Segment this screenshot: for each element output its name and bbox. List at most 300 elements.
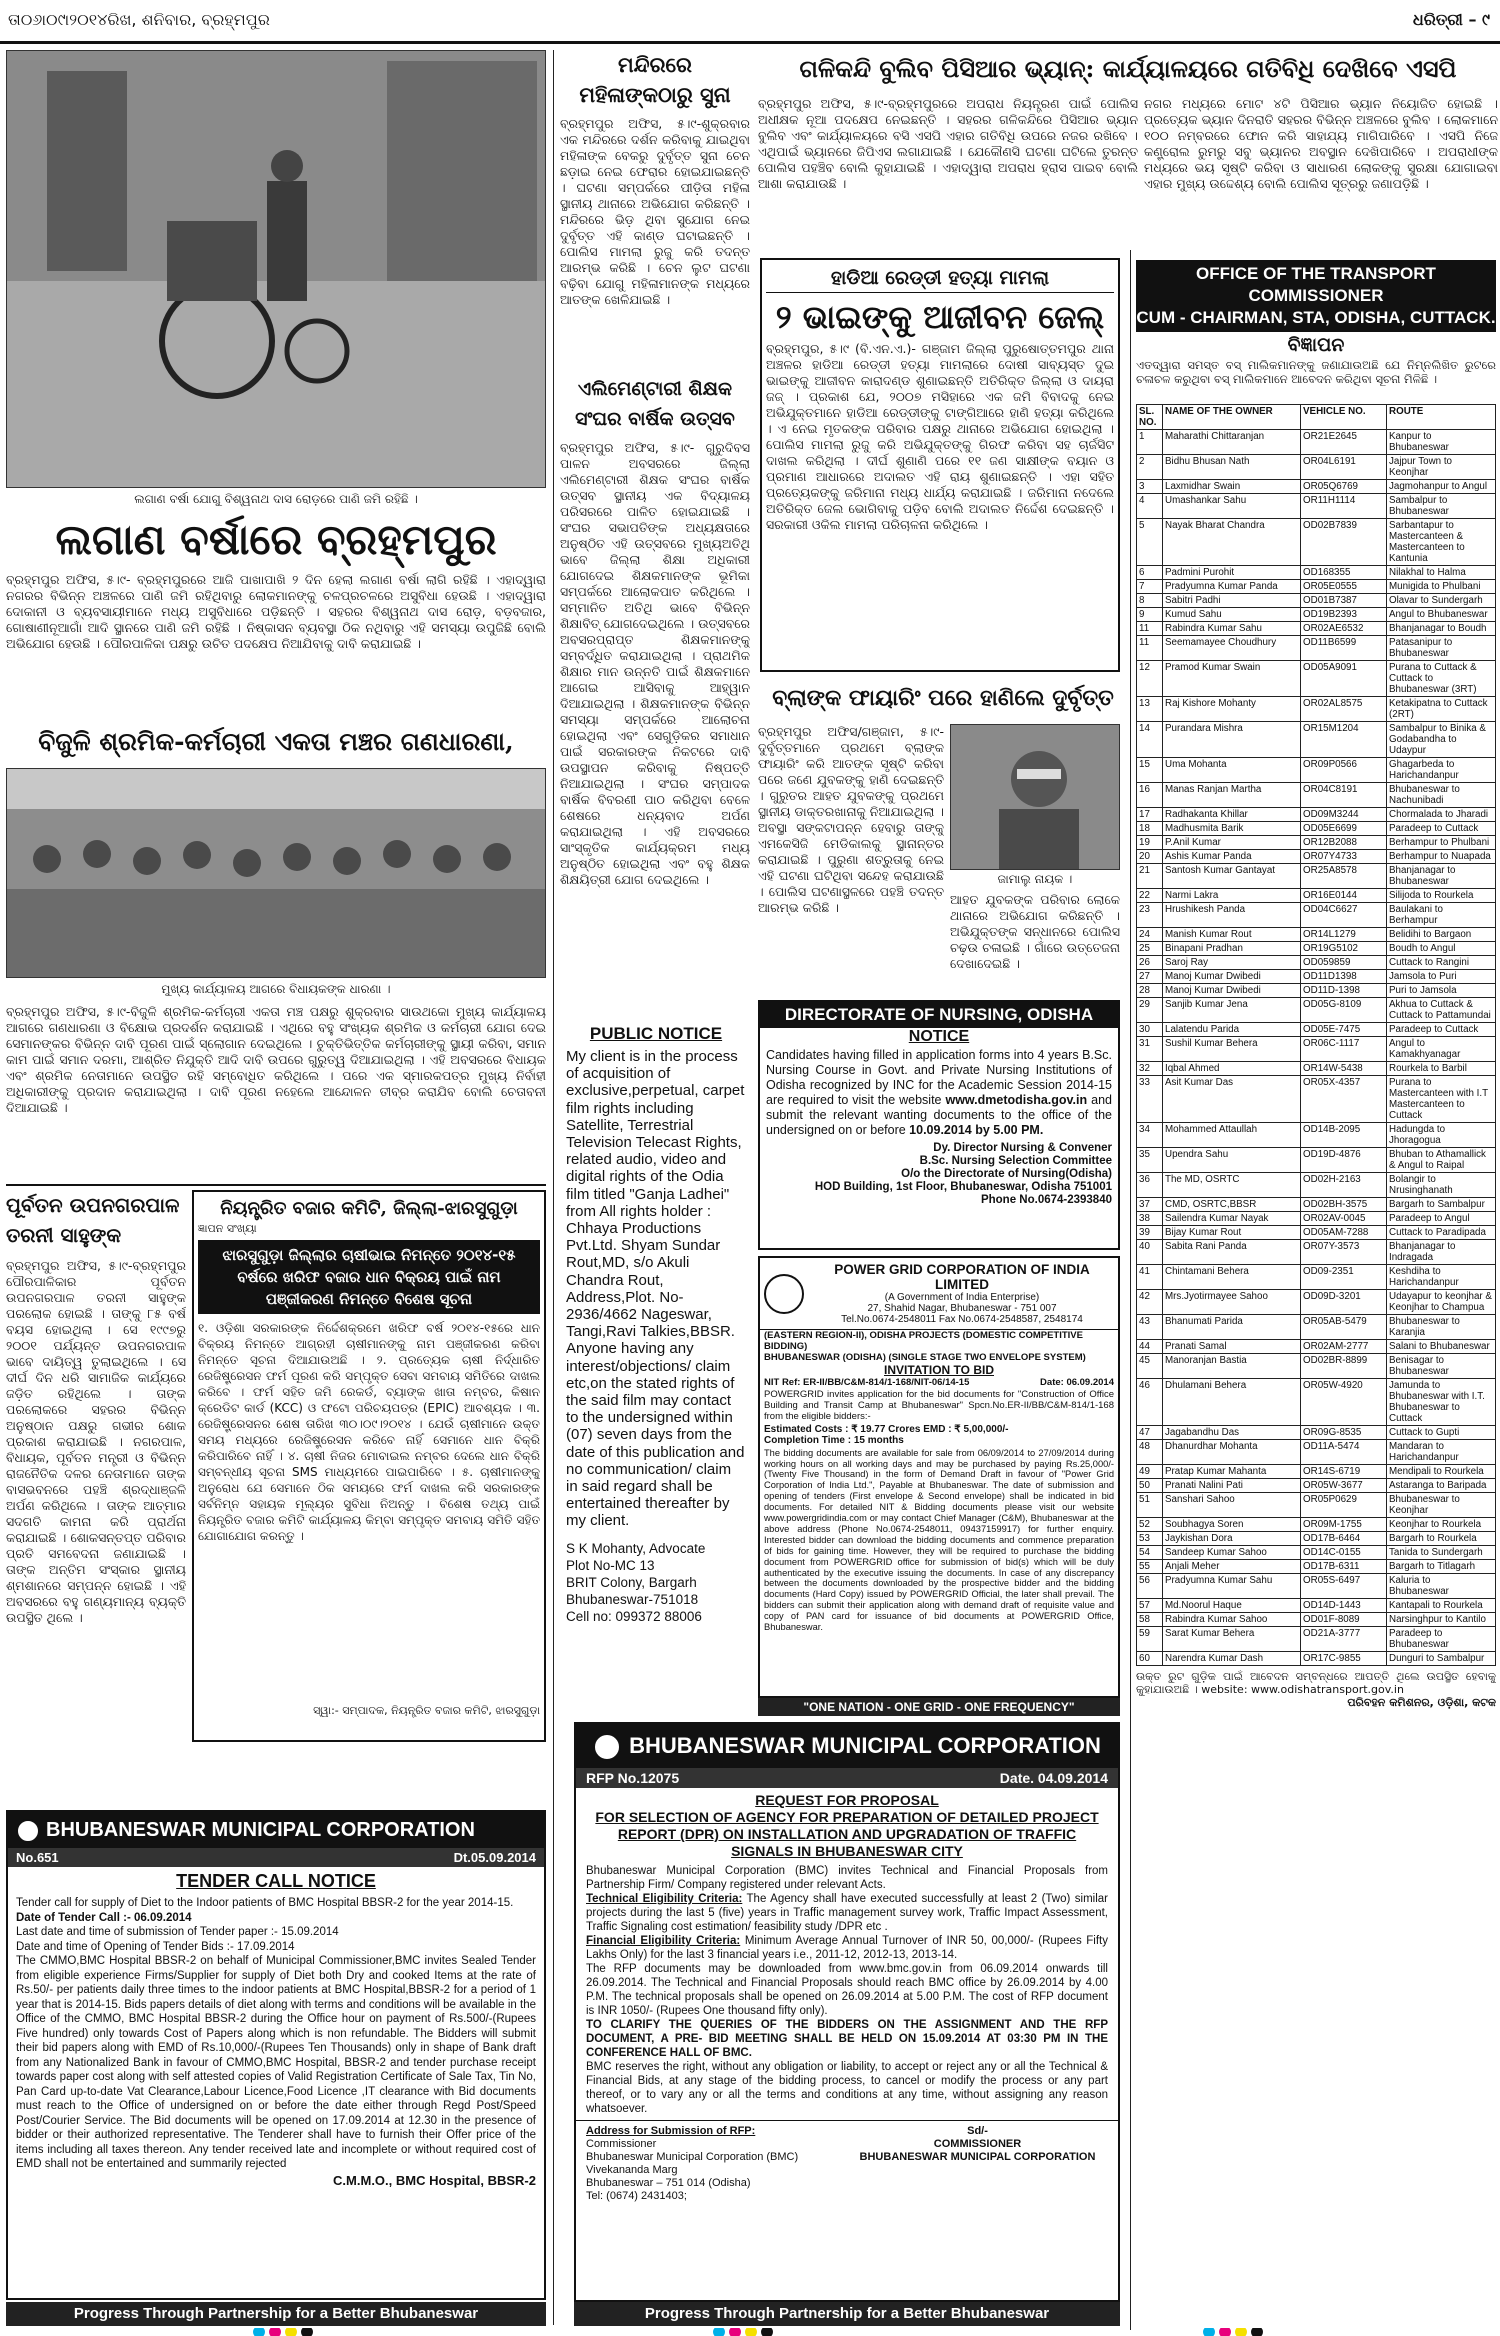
row-route: Silijoda to Rourkela: [1387, 889, 1496, 903]
row-vehicle: OD11D1398: [1301, 970, 1387, 984]
row-sl: 7: [1137, 580, 1163, 594]
bmc-rfp-address: Address for Submission of RFP: Commissioner Bhubaneswar Municipal Corporation (BMC) Vivekananda Marg Bhubaneswar – 751 014 (Odisha) Tel: (0674) 2431403;: [586, 2125, 799, 2202]
table-row: [1137, 1148, 1496, 1173]
row-sl: 33: [1137, 1076, 1163, 1123]
row-route: Kantapali to Rourkela: [1387, 1599, 1496, 1613]
row-vehicle: OR11H1114: [1301, 494, 1387, 519]
row-owner: The MD, OSRTC: [1163, 1173, 1301, 1198]
row-vehicle: OR02AE6532: [1301, 622, 1387, 636]
table-row: [1137, 1037, 1496, 1062]
powergrid-body: POWERGRID invites application for the bid documents for "Construction of Office Building and Transit Camp at Bhubaneswar" Spcn.No.ER-II/BB/C&M-814/1-168 from the eligible bidders:-: [764, 1389, 1114, 1423]
row-sl: 1: [1137, 430, 1163, 455]
row-owner: Anjali Meher: [1163, 1560, 1301, 1574]
row-route: Olavar to Sundergarh: [1387, 594, 1496, 608]
bmc-tender-notice: [6, 1810, 546, 2300]
row-route: Keshdiha to Harichandanpur: [1387, 1265, 1496, 1290]
table-row: [1137, 622, 1496, 636]
row-sl: 51: [1137, 1493, 1163, 1518]
powergrid-completion: Completion Time : 15 months: [764, 1434, 904, 1446]
black-mark: [301, 2328, 313, 2336]
row-route: Cuttack to Rangini: [1387, 956, 1496, 970]
row-owner: Rabindra Kumar Sahu: [1163, 622, 1301, 636]
row-vehicle: OR04L6191: [1301, 455, 1387, 480]
row-vehicle: OR19G5102: [1301, 942, 1387, 956]
murder-case-kicker: ହାଡିଆ ରେଡ୍ଡୀ ହତ୍ୟା ମାମଲା: [766, 264, 1114, 293]
table-row: [1137, 494, 1496, 519]
row-sl: 47: [1137, 1426, 1163, 1440]
yellow-mark: [1235, 2328, 1247, 2336]
bmc-rfp-org: BHUBANESWAR MUNICIPAL CORPORATION: [576, 1724, 1118, 1768]
row-route: Dunguri to Sambalpur: [1387, 1652, 1496, 1666]
row-route: Bhubaneswar to Keonjhar: [1387, 1493, 1496, 1518]
row-owner: Rabindra Kumar Sahoo: [1163, 1613, 1301, 1627]
powergrid-subtitle: (A Government of India Enterprise): [884, 1292, 1040, 1303]
teachers-body: ବ୍ରହ୍ମପୁର ଅଫିସ, ୫।୯- ଗୁରୁଦିବସ ପାଳନ ଅବସରରେ ଜିଲ୍ଲା ଏଲିମେଣ୍ଟାରୀ ଶିକ୍ଷକ ସଂଘର ବାର୍ଷିକ ଉତ୍ସବ ସ୍ଥାନୀୟ ଏକ ବିଦ୍ୟାଳୟ ପରିସରରେ ପାଳିତ ହୋଇଯାଇଛି । ସଂଘର ସଭାପତିଙ୍କ ଅଧ୍ୟକ୍ଷତାରେ ଅନୁଷ୍ଠିତ ଏହି ଉତ୍ସବରେ ମୁଖ୍ୟଅତିଥି ଭାବେ ଜିଲ୍ଲା ଶିକ୍ଷା ଅଧିକାରୀ ଯୋଗଦେଇ ଶିକ୍ଷକମାନଙ୍କ ଭୂମିକା ସମ୍ପର୍କରେ ଆଲୋକପାତ କରିଥିଲେ । ସମ୍ମାନିତ ଅତିଥି ଭାବେ ବିଭିନ୍ନ ଶିକ୍ଷାବିତ୍ ଯୋଗଦେଇଥିଲେ । ଉତ୍ସବରେ ଅବସରପ୍ରାପ୍ତ ଶିକ୍ଷକମାନଙ୍କୁ ସମ୍ବର୍ଦ୍ଧିତ କରାଯାଇଥିଲା । ପ୍ରାଥମିକ ଶିକ୍ଷାର ମାନ ଉନ୍ନତି ପାଇଁ ଶିକ୍ଷକମାନେ ଆଗେଇ ଆସିବାକୁ ଆହ୍ୱାନ ଦିଆଯାଇଥିଲା । ଶିକ୍ଷକମାନଙ୍କ ବିଭିନ୍ନ ସମସ୍ୟା ସମ୍ପର୍କରେ ଆଲୋଚନା ହୋଇଥିଲା ଏବଂ ସେଗୁଡ଼ିକର ସମାଧାନ ପାଇଁ ସରକାରଙ୍କ ନିକଟରେ ଦାବି ଉପସ୍ଥାପନ କରିବାକୁ ନିଷ୍ପତ୍ତି ନିଆଯାଇଥିଲା । ସଂଘର ସମ୍ପାଦକ ବାର୍ଷିକ ବିବରଣୀ ପାଠ କରିଥିବା ବେଳେ ଶେଷରେ ଧନ୍ୟବାଦ ଅର୍ପଣ କରାଯାଇଥିଲା । ଏହି ଅବସରରେ ସାଂସ୍କୃତିକ କାର୍ଯ୍ୟକ୍ରମ ମଧ୍ୟ ଅନୁଷ୍ଠିତ ହୋଇଥିଲା ଏବଂ ବହୁ ଶିକ୍ଷକ ଶିକ୍ଷୟିତ୍ରୀ ଯୋଗ ଦେଇଥିଲେ ।: [560, 440, 750, 887]
row-vehicle: OR02AV-0045: [1301, 1212, 1387, 1226]
row-vehicle: OR02AL8575: [1301, 697, 1387, 722]
cyan-mark: [713, 2328, 725, 2336]
row-vehicle: OD17B-6311: [1301, 1560, 1387, 1574]
rain-body: ବ୍ରହ୍ମପୁର ଅଫିସ, ୫।୯- ବ୍ରହ୍ମପୁରରେ ଆଜି ପାଖାପାଖି ୨ ଦିନ ହେଲା ଲଗାଣ ବର୍ଷା ଲାଗି ରହିଛି । ଏହାଦ୍ୱାରା ନଗରର ବିଭିନ୍ନ ଅଞ୍ଚଳରେ ପାଣି ଜମି ରହିଥିବାରୁ ଲୋକମାନଙ୍କୁ ଚଳପ୍ରଚଳରେ ଅସୁବିଧା ହେଉଛି । ଏହାଦ୍ୱାରା ଦୋକାନୀ ଓ ବ୍ୟବସାୟୀମାନେ ମଧ୍ୟ ଅସୁବିଧାରେ ପଡ଼ିଛନ୍ତି । ସହରର ବିଶ୍ୱନାଥ ଦାସ ରୋଡ଼, ବଡ଼ବଜାର, ଗୋଷାଣୀନୂଆଗାଁ ଆଦି ସ୍ଥାନରେ ପାଣି ଜମି ରହିଛି । ନିଷ୍କାସନ ବ୍ୟବସ୍ଥା ଠିକ ନଥିବାରୁ ଏହି ସମସ୍ୟା ଉପୁଜିଛି ବୋଲି ଅଭିଯୋଗ ହେଉଛି । ପୌରପାଳିକା ପକ୍ଷରୁ ଉଚିତ ପଦକ୍ଷେପ ନିଆଯିବାକୁ ଦାବି କରାଯାଇଛି ।: [6, 572, 546, 651]
bmc-tender-body: Tender call for supply of Diet to the Indoor patients of BMC Hospital BBSR-2 for the year 2014-15. Date of Tender Call :- 06.09.2014 Last date and time of submission of Tender paper :- 15.09.2014 Date and time of Opening of Tender Bids :- 17.09.2014 The CMMO,BMC Hospital BBSR-2 on behalf of Municipal Commissioner,BMC invites Sealed Tender from eligible experience Firms/Supplier for supply of Diet both Dry and cooked Items at the rate of Rs.50/- per patients daily three times to the indoor patients at BMC Hospital,BBSR-2 for a period of 1 year that is 2014-15. Bids papers details of diet along with terms and conditions will be available in the Office of the CMMO, BMC Hospital BBSR-2 during the Office hour on payment of Rs.500/-(Rupees Five hundred) only towards Cost of Papers along which is non refundable. The Bidders will submit their bid papers along with EMD of Rs.10,000/-(Rupees Ten Thousands) only in shape of Bank draft from any Nationalized Bank in favour of CMMO,BMC Hospital, BBSR-2 and tender purchase receipt towards paper cost along with self attested copies of Valid Registration Certificate of Sale Tax, Tin No, Pan Card up-to-date Vat Clearance,Labour Licence,Food Licence ,IT clearance with Bid documents must reach to the Office of undersigned on or before the date either through Regd Post/Speed Post/Courier Service. The Bid documents will be opened on 17.09.2014 at 12.30 in the presence of bidder or their authorized representative. The Tenderer shall have to furnish their Offer price of the items including all taxes thereon. Any tender received late and incomplete or without required cost of EMD shall not be entertained and summarily rejected C.M.M.O., BMC Hospital, BBSR-2: [16, 1897, 536, 2188]
row-vehicle: OR02AM-2777: [1301, 1340, 1387, 1354]
row-route: Rourkela to Barbil: [1387, 1062, 1496, 1076]
row-route: Bhubaneswar to Karanjia: [1387, 1315, 1496, 1340]
table-row: [1137, 928, 1496, 942]
table-row: [1137, 1354, 1496, 1379]
table-row: [1137, 430, 1496, 455]
row-sl: 15: [1137, 758, 1163, 783]
table-row: [1137, 1546, 1496, 1560]
powergrid-details: The bidding documents are available for sale from 06/09/2014 to 27/09/2014 during working hours on all working days and may be purchased by paying Rs.25,000/- (Twenty Five Thousand) in the form of Demand Draft in favour of "Power Grid Corporation of India Ltd.", Payable at Bhubaneswar. The date of submission and opening of tenders (First envelope & Second envelope) shall be indicated in bid documents. For detailed NIT & Bidding documents please visit our website www.powergridindia.com or may contact Chief Manager (C&M), Bhubaneswar at the above address (Phone No.0674-2548011, 09437159917) for further enquiry. Interested bidder can download the bidding documents and commence preparation of bids for gaining time. However, they will be required to purchase the bidding document from POWERGRID office for submission of bid(s) which will be duly authenticated by the executive issuing the documents. In case of any discrepancy between the documents downloaded by the prospective bidder and the bidding documents (Hard Copy) issued by POWERGRID Official, the later shall prevail. The bidders can submit their application along with demand draft of requisite value and copy of PAN card for issuance of bid documents at POWERGRID Office, Bhubaneswar.: [764, 1447, 1114, 1633]
market-committee-title: ନିୟନ୍ତ୍ରିତ ବଜାର କମିଟି, ଜିଲ୍ଲା-ଝାରସୁଗୁଡ଼ା: [220, 1198, 518, 1219]
page-number: ଧରିତ୍ରୀ – ୯: [1412, 10, 1490, 29]
row-owner: Bhanumati Parida: [1163, 1315, 1301, 1340]
bmc-tender-sign: C.M.M.O., BMC Hospital, BBSR-2: [333, 2172, 536, 2188]
table-row: [1137, 1023, 1496, 1037]
row-owner: Umashankar Sahu: [1163, 494, 1301, 519]
table-row: [1137, 594, 1496, 608]
row-vehicle: OR05P0629: [1301, 1493, 1387, 1518]
row-route: Bargarh to Rourkela: [1387, 1532, 1496, 1546]
row-vehicle: OD05E-7475: [1301, 1023, 1387, 1037]
row-route: Bolangir to Nrusinghanath: [1387, 1173, 1496, 1198]
table-row: [1137, 998, 1496, 1023]
row-owner: Ashis Kumar Panda: [1163, 850, 1301, 864]
row-vehicle: OR05Q6769: [1301, 480, 1387, 494]
row-route: Astaranga to Baripada: [1387, 1479, 1496, 1493]
row-vehicle: OD01F-8089: [1301, 1613, 1387, 1627]
row-sl: 37: [1137, 1198, 1163, 1212]
rain-headline: ଲଗାଣ ବର୍ଷାରେ ବ୍ରହ୍ମପୁର: [55, 515, 497, 564]
magenta-mark: [1219, 2328, 1231, 2336]
bmc-tender-date: Dt.05.09.2014: [453, 1850, 536, 1865]
row-route: Jajpur Town to Keonjhar: [1387, 455, 1496, 480]
table-row: [1137, 1560, 1496, 1574]
table-row: [1137, 580, 1496, 594]
table-row: [1137, 1440, 1496, 1465]
row-owner: Santosh Kumar Gantayat: [1163, 864, 1301, 889]
table-row: [1137, 889, 1496, 903]
row-sl: 31: [1137, 1037, 1163, 1062]
row-vehicle: OD09-2351: [1301, 1265, 1387, 1290]
transport-table-header: [1137, 405, 1496, 430]
row-owner: Lalatendu Parida: [1163, 1023, 1301, 1037]
table-row: [1137, 1613, 1496, 1627]
row-owner: Madhusmita Barik: [1163, 822, 1301, 836]
transport-footer: ଉକ୍ତ ରୁଟ ଗୁଡ଼ିକ ପାଇଁ ଆବେଦନ ସମ୍ବନ୍ଧରେ ଆପତ୍ତି ଥିଲେ ଉପସ୍ଥିତ ହେବାକୁ କୁହାଯାଉଅଛି । website: www.odishatransport.gov.in: [1136, 1670, 1496, 1696]
row-route: Salani to Bhubaneswar: [1387, 1340, 1496, 1354]
row-sl: 29: [1137, 998, 1163, 1023]
row-route: Angul to Bhubaneswar: [1387, 608, 1496, 622]
row-owner: Soubhagya Soren: [1163, 1518, 1301, 1532]
row-vehicle: OR05E0555: [1301, 580, 1387, 594]
row-sl: 60: [1137, 1652, 1163, 1666]
table-row: [1137, 783, 1496, 808]
bmc-rfp-logo-icon: [593, 1733, 621, 1761]
row-owner: Binapani Pradhan: [1163, 942, 1301, 956]
market-committee-signature: ସ୍ୱା:- ସମ୍ପାଦକ, ନିୟନ୍ତ୍ରିତ ବଜାର କମିଟି, ଝାରସୁଗୁଡ଼ା: [313, 1704, 540, 1717]
row-vehicle: OR07Y4733: [1301, 850, 1387, 864]
transport-intro: ଏତଦ୍ୱାରା ସମସ୍ତ ବସ୍ ମାଲିକମାନଙ୍କୁ ଜଣାଯାଉଅଛି ଯେ ନିମ୍ନଲିଖିତ ରୁଟରେ ଚଳାଚଳ କରୁଥିବା ବସ୍ ମାଲିକମାନେ ଆବେଦନ କରିଥିବା ସୂଚନା ମିଳିଛି ।: [1136, 358, 1496, 386]
row-route: Jagmohanpur to Angul: [1387, 480, 1496, 494]
row-owner: Sailendra Kumar Nayak: [1163, 1212, 1301, 1226]
row-sl: 52: [1137, 1518, 1163, 1532]
row-vehicle: OD14B-2095: [1301, 1123, 1387, 1148]
teachers-headline: ଏଲିମେଣ୍ଟାରୀ ଶିକ୍ଷକ ସଂଘର ବାର୍ଷିକ ଉତ୍ସବ: [575, 378, 735, 430]
row-owner: P.Anil Kumar: [1163, 836, 1301, 850]
row-owner: Laxmidhar Swain: [1163, 480, 1301, 494]
row-vehicle: OD05AM-7288: [1301, 1226, 1387, 1240]
table-row: [1137, 1173, 1496, 1198]
row-owner: Pranati Nalini Pati: [1163, 1479, 1301, 1493]
row-vehicle: OR14S-6719: [1301, 1465, 1387, 1479]
public-notice-title: PUBLIC NOTICE: [589, 1024, 723, 1043]
chain-snatch-headline: ମନ୍ଦିରରେ ମହିଳାଙ୍କଠାରୁ ସୁନା: [579, 52, 731, 107]
row-sl: 3: [1137, 480, 1163, 494]
row-route: Sambalpur to Binika & Godabandha to Udaypur: [1387, 722, 1496, 758]
col-vehicle: VEHICLE NO.: [1301, 405, 1387, 430]
powergrid-notice: [758, 1256, 1120, 1698]
row-sl: 45: [1137, 1354, 1163, 1379]
row-owner: Padmini Purohit: [1163, 566, 1301, 580]
row-vehicle: OD02BH-3575: [1301, 1198, 1387, 1212]
powergrid-cost: Estimated Costs : ₹ 19.77 Crores EMD : ₹ 5,00,000/-: [764, 1423, 1009, 1435]
row-vehicle: OR15M1204: [1301, 722, 1387, 758]
row-sl: 11: [1137, 636, 1163, 661]
table-row: [1137, 1599, 1496, 1613]
transport-subtitle: ବିଜ୍ଞାପନ: [1287, 334, 1345, 356]
row-owner: Mrs.Jyotirmayee Sahoo: [1163, 1290, 1301, 1315]
black-mark: [761, 2328, 773, 2336]
row-route: Paradeep to Bhubaneswar: [1387, 1627, 1496, 1652]
nursing-website-link[interactable]: www.dmetodisha.gov.in: [945, 1093, 1088, 1107]
row-owner: Saroj Ray: [1163, 956, 1301, 970]
bmc-rfp-footer: [576, 2120, 1118, 2207]
row-vehicle: OD168355: [1301, 566, 1387, 580]
column-rule: [1130, 250, 1131, 2330]
powergrid-address: 27, Shahid Nagar, Bhubaneswar - 751 007: [867, 1303, 1057, 1314]
row-vehicle: OR05AB-5479: [1301, 1315, 1387, 1340]
row-sl: 4: [1137, 494, 1163, 519]
table-row: [1137, 808, 1496, 822]
table-row: [1137, 1062, 1496, 1076]
registration-marks: [0, 2328, 1500, 2336]
row-sl: 40: [1137, 1240, 1163, 1265]
principal-body: ବ୍ରହ୍ମପୁର ଅଫିସ, ୫।୯-ବ୍ରହ୍ମପୁର ପୌରପାଳିକାର ପୂର୍ବତନ ଉପନଗରପାଳ ତରନୀ ସାହୁଙ୍କ ପରଲୋକ ହୋଇଛି । ତାଙ୍କୁ ୮୫ ବର୍ଷ ବୟସ ହୋଇଥିଲା । ସେ ୧୯୯୭ରୁ ୨୦୦୧ ପର୍ଯ୍ୟନ୍ତ ଉପନଗରପାଳ ଭାବେ ଦାୟିତ୍ୱ ତୁଲାଇଥିଲେ । ସେ ଦୀର୍ଘ ଦିନ ଧରି ସାମାଜିକ କାର୍ଯ୍ୟରେ ଜଡ଼ିତ ରହିଥିଲେ । ତାଙ୍କ ପରଲୋକରେ ସହରର ବିଭିନ୍ନ ଅନୁଷ୍ଠାନ ପକ୍ଷରୁ ଗଭୀର ଶୋକ ପ୍ରକାଶ କରାଯାଇଛି । ନଗରପାଳ, ବିଧାୟକ, ପୂର୍ବତନ ମନ୍ତ୍ରୀ ଓ ବିଭିନ୍ନ ରାଜନୈତିକ ଦଳର ନେତାମାନେ ତାଙ୍କ ବାସଭବନରେ ପହଞ୍ଚି ଶ୍ରଦ୍ଧାଞ୍ଜଳି ଅର୍ପଣ କରିଥିଲେ । ତାଙ୍କ ଆତ୍ମାର ସଦଗତି କାମନା କରି ପ୍ରାର୍ଥନା କରାଯାଇଛି । ଶୋକସନ୍ତପ୍ତ ପରିବାର ପ୍ରତି ସମବେଦନା ଜଣାଯାଇଛି । ତାଙ୍କ ଅନ୍ତିମ ସଂସ୍କାର ସ୍ଥାନୀୟ ଶ୍ମଶାନରେ ସମ୍ପନ୍ନ ହୋଇଛି । ଏହି ଅବସରରେ ବହୁ ଗଣ୍ୟମାନ୍ୟ ବ୍ୟକ୍ତି ଉପସ୍ଥିତ ଥିଲେ ।: [6, 1258, 186, 1625]
table-row: [1137, 1290, 1496, 1315]
pcr-van-body: ବ୍ରହ୍ମପୁର ଅଫିସ, ୫।୯-ବ୍ରହ୍ମପୁରରେ ଅପରାଧ ନିୟନ୍ତ୍ରଣ ପାଇଁ ପୋଲିସ ଅଧୀକ୍ଷକ ନୂଆ ପଦକ୍ଷେପ ନେଇଛନ୍ତି । ସହରର ଗଳିକନ୍ଦିରେ ପିସିଆର ଭ୍ୟାନ ବୁଲିବ ଏବଂ କାର୍ଯ୍ୟାଳୟରେ ବସି ଏସପି ଏହାର ଗତିବିଧି ଉପରେ ନଜର ରଖିବେ । ଏଥିପାଇଁ ଭ୍ୟାନରେ ଜିପିଏସ ଲଗାଯାଇଛି । ଯେକୌଣସି ଘଟଣା ଘଟିଲେ ତୁରନ୍ତ ପୋଲିସ ପହଞ୍ଚିବ ବୋଲି କୁହାଯାଇଛି । ଏହାଦ୍ୱାରା ଅପରାଧ ହ୍ରାସ ପାଇବ ବୋଲି ଆଶା କରାଯାଉଛି ।: [758, 96, 1138, 191]
row-route: Nilakhal to Halma: [1387, 566, 1496, 580]
bmc-rfp-title: REQUEST FOR PROPOSAL FOR SELECTION OF AGENCY FOR PREPARATION OF DETAILED PROJECT REPORT (DPR) ON INSTALLATION AND UPGRADATION OF TRAFFIC SIGNALS IN BHUBANESWAR CITY: [595, 1792, 1099, 1859]
row-route: Keonjhar to Rourkela: [1387, 1518, 1496, 1532]
column-rule: [553, 50, 554, 2325]
row-owner: Sandeep Kumar Sahoo: [1163, 1546, 1301, 1560]
table-row: [1137, 1226, 1496, 1240]
row-vehicle: OD05G-8109: [1301, 998, 1387, 1023]
table-row: [1137, 984, 1496, 998]
rain-photo: [6, 50, 546, 488]
murder-case-headline: ୨ ଭାଇଙ୍କୁ ଆଜୀବନ ଜେଲ୍: [775, 298, 1105, 336]
transport-notice: [1136, 260, 1496, 2320]
row-vehicle: OR09M-1755: [1301, 1518, 1387, 1532]
row-route: Paradeep to Angul: [1387, 1212, 1496, 1226]
row-route: Bargarh to Titlagarh: [1387, 1560, 1496, 1574]
row-sl: 13: [1137, 697, 1163, 722]
row-vehicle: OD02BR-8899: [1301, 1354, 1387, 1379]
table-row: [1137, 566, 1496, 580]
row-vehicle: OR09P0566: [1301, 758, 1387, 783]
row-owner: Sushil Kumar Behera: [1163, 1037, 1301, 1062]
row-route: Boudh to Angul: [1387, 942, 1496, 956]
row-owner: Manoj Kumar Dwibedi: [1163, 970, 1301, 984]
nursing-notice: [758, 1000, 1120, 1250]
row-vehicle: OD09D-3201: [1301, 1290, 1387, 1315]
row-sl: 14: [1137, 722, 1163, 758]
row-route: Bhanjanagar to Boudh: [1387, 622, 1496, 636]
col-owner: NAME OF THE OWNER: [1163, 405, 1301, 430]
rickshaw-photo-illustration: [7, 51, 546, 488]
bmc-rfp-date: Date. 04.09.2014: [999, 1770, 1108, 1786]
pcr-van-body-cont: ନଗର ମଧ୍ୟରେ ମୋଟ ୪ଟି ପିସିଆର ଭ୍ୟାନ ନିୟୋଜିତ ହୋଇଛି । ପ୍ରତ୍ୟେକ ଭ୍ୟାନ ଦିନରାତି ସହରର ବିଭିନ୍ନ ଅଞ୍ଚଳରେ ବୁଲିବ । ଲୋକମାନେ ୧୦୦ ନମ୍ବରରେ ଫୋନ କରି ସାହାଯ୍ୟ ମାଗିପାରିବେ । ଏସପି ନିଜେ କଣ୍ଟ୍ରୋଲ ରୁମରୁ ସବୁ ଭ୍ୟାନର ଅବସ୍ଥାନ ଦେଖିପାରିବେ । ଅପରାଧୀଙ୍କ ମଧ୍ୟରେ ଭୟ ସୃଷ୍ଟି କରିବା ଓ ସାଧାରଣ ଲୋକଙ୍କୁ ସୁରକ୍ଷା ଯୋଗାଇବା ଏହାର ମୁଖ୍ୟ ଉଦ୍ଦେଶ୍ୟ ବୋଲି ପୋଲିସ ସୂତ୍ରରୁ ଜଣାପଡ଼ିଛି ।: [1144, 96, 1498, 191]
table-row: [1137, 722, 1496, 758]
row-owner: Bidhu Bhusan Nath: [1163, 455, 1301, 480]
page-header: [0, 0, 1500, 44]
table-row: [1137, 1265, 1496, 1290]
table-row: [1137, 1198, 1496, 1212]
row-sl: 55: [1137, 1560, 1163, 1574]
row-route: Bhanjanagar to Indragada: [1387, 1240, 1496, 1265]
table-row: [1137, 758, 1496, 783]
row-route: Puri to Jamsola: [1387, 984, 1496, 998]
row-route: Udayapur to keonjhar & Keonjhar to Champua: [1387, 1290, 1496, 1315]
bmc-tender-org: BHUBANESWAR MUNICIPAL CORPORATION: [8, 1812, 544, 1848]
row-vehicle: OR05W-4920: [1301, 1379, 1387, 1426]
row-route: Cuttack to Gupti: [1387, 1426, 1496, 1440]
row-sl: 18: [1137, 822, 1163, 836]
transport-table: [1136, 404, 1496, 1666]
row-owner: Radhakanta Khillar: [1163, 808, 1301, 822]
bmc-rfp-body: Bhubaneswar Municipal Corporation (BMC) invites Technical and Financial Proposals from Partnership Firm/ Company registered under relevant Acts. Technical Eligibility Criteria: The Agency shall have executed successfully at least 2 (Two) similar projects during the last 5 (five) years in Traffic management survey work, Traffic Impact Assessment, Traffic Signaling cost estimation/ feasibility study /DPR etc . Financial Eligibility Criteria: Minimum Average Annual Turnover of INR 50, 00,000/- (Rupees Fifty Lakhs Only) for the last 3 financial years i.e., 2011-12, 2012-13, 2013-14. The RFP documents may be downloaded from www.bmc.gov.in from 06.09.2014 onwards till 26.09.2014. The Technical and Financial Proposals should reach BMC office by 26.09.2014 by 4.00 P.M. The technical proposals shall be opened on 26.09.2014 at 5.00 P.M. The cost of RFP document is INR 1050/- (Rupees One thousand fifty only). TO CLARIFY THE QUERIES OF THE BIDDERS ON THE ASSIGNMENT AND THE RFP DOCUMENT, A PRE- BID MEETING SHALL BE HELD ON 15.09.2014 AT 03:30 PM IN THE CONFERENCE HALL OF BMC. BMC reserves the right, without any obligation or liability, to accept or reject any or all the Technical & Financial Bids, at any stage of the bidding process, to cancel or modify the process or any part thereof, or to vary any or all the terms and conditions at any time, without assigning any reason whatsoever.: [586, 1865, 1109, 2115]
powergrid-title: POWER GRID CORPORATION OF INDIA LIMITED: [834, 1262, 1090, 1292]
row-vehicle: OR25A8578: [1301, 864, 1387, 889]
public-notice-body: My client is in the process of acquisition of exclusive,perpetual, carpet film rights including Satellite, Terrestrial Television Telecast Rights, related audio, video and digital rights of the Odia film titled "Ganja Ladhei" from All rights holder : Chhaya Productions Pvt.Ltd. Shyam Sundar Rout,MD, s/o Akuli Chandra Rout, Address,Plot. No-2936/4662 Nageswar, Tangi,Ravi Talkies,BBSR. Anyone having any interest/objections/ claim etc,on the stated rights of the said film may contact to the undersigned within (07) seven days from the date of this publication and no communication/ claim in said regard shall be entertained thereafter by my client.: [566, 1048, 745, 1530]
chain-snatch-body: ବ୍ରହ୍ମପୁର ଅଫିସ, ୫।୯-ଶୁକ୍ରବାର ଏକ ମନ୍ଦିରରେ ଦର୍ଶନ କରିବାକୁ ଯାଇଥିବା ମହିଳାଙ୍କ ବେକରୁ ଦୁର୍ବୃତ୍ତ ସୁନା ଚେନ ଛଡ଼ାଇ ନେଇ ଫେରାର ହୋଇଯାଇଛନ୍ତି । ଘଟଣା ସମ୍ପର୍କରେ ପୀଡ଼ିତା ମହିଳା ସ୍ଥାନୀୟ ଥାନାରେ ଅଭିଯୋଗ କରିଛନ୍ତି । ମନ୍ଦିରରେ ଭିଡ଼ ଥିବା ସୁଯୋଗ ନେଇ ଦୁର୍ବୃତ୍ତ ଏହି କାଣ୍ଡ ଘଟାଇଛନ୍ତି । ପୋଲିସ ମାମଲା ରୁଜୁ କରି ତଦନ୍ତ ଆରମ୍ଭ କରିଛି । ଚେନ ଲୁଟ ଘଟଣା ବଢ଼ିବା ଯୋଗୁ ମହିଳାମାନଙ୍କ ମଧ୍ୟରେ ଆତଙ୍କ ଖେଳିଯାଇଛି ।: [560, 116, 750, 307]
row-route: Paradeep to Cuttack: [1387, 1023, 1496, 1037]
nursing-body: Candidates having filled in application forms into 4 years B.Sc. Nursing Course in Govt. and Private Nursing Institutions of Odisha recognized by INC for the Academic Session 2014-15 are required to visit the website www.dmetodisha.gov.in and submit the relevant wanting documents to the office of the undersigned on or before 10.09.2014 by 5.00 PM.: [766, 1048, 1112, 1137]
row-route: Bargarh to Sambalpur: [1387, 1198, 1496, 1212]
row-sl: 34: [1137, 1123, 1163, 1148]
row-vehicle: OD21A-3777: [1301, 1627, 1387, 1652]
table-row: [1137, 1627, 1496, 1652]
blank-fire-body: ବ୍ରହ୍ମପୁର ଅଫିସ/ଗଞ୍ଜାମ, ୫।୯-ଦୁର୍ବୃତ୍ତମାନେ ପ୍ରଥମେ ବ୍ଲାଙ୍କ ଫାୟାରିଂ କରି ଆତଙ୍କ ସୃଷ୍ଟି କରିବା ପରେ ଜଣେ ଯୁବକଙ୍କୁ ହାଣି ଦେଇଛନ୍ତି । ଗୁରୁତର ଆହତ ଯୁବକଙ୍କୁ ପ୍ରଥମେ ସ୍ଥାନୀୟ ଡାକ୍ତରଖାନାକୁ ନିଆଯାଇଥିଲା । ଅବସ୍ଥା ସଙ୍କଟାପନ୍ନ ହେବାରୁ ତାଙ୍କୁ ଏମକେସିଜି ମେଡିକାଲକୁ ସ୍ଥାନାନ୍ତର କରାଯାଇଛି । ପୁରୁଣା ଶତ୍ରୁତାକୁ ନେଇ ଏହି ଘଟଣା ଘଟିଥିବା ସନ୍ଦେହ କରାଯାଉଛି । ପୋଲିସ ଘଟଣାସ୍ଥଳରେ ପହଞ୍ଚି ତଦନ୍ତ ଆରମ୍ଭ କରିଛି ।: [758, 724, 944, 915]
row-vehicle: OD11D-1398: [1301, 984, 1387, 998]
public-notice: [566, 1024, 746, 1796]
row-owner: Purandara Mishra: [1163, 722, 1301, 758]
row-sl: 59: [1137, 1627, 1163, 1652]
row-sl: 6: [1137, 566, 1163, 580]
row-route: Baulakani to Berhampur: [1387, 903, 1496, 928]
cyan-mark: [1203, 2328, 1215, 2336]
bmc-logo-icon: [16, 1819, 40, 1843]
pcr-van-headline: ଗଳିକନ୍ଦି ବୁଲିବ ପିସିଆର ଭ୍ୟାନ୍: କାର୍ଯ୍ୟାଳୟରେ ଗତିବିଧି ଦେଖିବେ ଏସପି: [799, 54, 1457, 83]
row-sl: 8: [1137, 594, 1163, 608]
row-vehicle: OD04C6627: [1301, 903, 1387, 928]
row-route: Narsinghpur to Kantilo: [1387, 1613, 1496, 1627]
row-route: Sambalpur to Bhubaneswar: [1387, 494, 1496, 519]
row-vehicle: OD11A-5474: [1301, 1440, 1387, 1465]
row-sl: 35: [1137, 1148, 1163, 1173]
market-committee-notice: [192, 1190, 546, 1742]
row-owner: Maharathi Chittaranjan: [1163, 430, 1301, 455]
row-vehicle: OR12B2088: [1301, 836, 1387, 850]
bmc-rfp-number: RFP No.12075: [586, 1770, 680, 1786]
col-route: ROUTE: [1387, 405, 1496, 430]
transport-signature: ପରିବହନ କମିଶନର, ଓଡ଼ିଶା, କଟକ: [1347, 1696, 1496, 1709]
divider: [6, 1184, 546, 1186]
row-owner: Seemamayee Choudhury: [1163, 636, 1301, 661]
yellow-mark: [285, 2328, 297, 2336]
electric-body: ବ୍ରହ୍ମପୁର ଅଫିସ, ୫।୯-ବିଜୁଳି ଶ୍ରମିକ-କର୍ମଚାରୀ ଏକତା ମଞ୍ଚ ପକ୍ଷରୁ ଶୁକ୍ରବାର ସାଉଥକୋ ମୁଖ୍ୟ କାର୍ଯ୍ୟାଳୟ ଆଗରେ ଗଣଧାରଣା ଓ ବିକ୍ଷୋଭ ପ୍ରଦର୍ଶନ କରାଯାଇଛି । ଏଥିରେ ବହୁ ସଂଖ୍ୟକ ଶ୍ରମିକ ଓ କର୍ମଚାରୀ ଯୋଗ ଦେଇ ସେମାନଙ୍କର ବିଭିନ୍ନ ଦାବି ପୂରଣ ପାଇଁ ସ୍ଲୋଗାନ ଦେଇଥିଲେ । ଚୁକ୍ତିଭିତ୍ତିକ କର୍ମଚାରୀଙ୍କୁ ସ୍ଥାୟୀ କରିବା, ସମାନ କାମ ପାଇଁ ସମାନ ଦରମା, ଆଶ୍ରିତ ନିଯୁକ୍ତି ଆଦି ଦାବି ଉପରେ ଗୁରୁତ୍ୱ ଦିଆଯାଇଥିଲା । ଏହି ଅବସରରେ ବିଧାୟକ ଏବଂ ଶ୍ରମିକ ନେତାମାନେ ଉପସ୍ଥିତ ରହି ସମ୍ବୋଧିତ କରିଥିଲେ । ପରେ ଏକ ସ୍ମାରକପତ୍ର ମୁଖ୍ୟ ନିର୍ବାହୀ ଅଧିକାରୀଙ୍କୁ ପ୍ରଦାନ କରାଯାଇଥିଲା । ଦାବି ପୂରଣ ନହେଲେ ଆନ୍ଦୋଳନ ତୀବ୍ର କରାଯିବ ବୋଲି ଚେତାବନୀ ଦିଆଯାଇଛି ।: [6, 1004, 546, 1115]
row-owner: Bijay Kumar Rout: [1163, 1226, 1301, 1240]
table-row: [1137, 1212, 1496, 1226]
public-notice-signature: S K Mohanty, Advocate Plot No-MC 13 BRIT Colony, Bargarh Bhubaneswar-751018 Cell no: 099372 88006: [566, 1540, 706, 1624]
transport-title: OFFICE OF THE TRANSPORT COMMISSIONER CUM - CHAIRMAN, STA, ODISHA, CUTTACK.: [1136, 260, 1496, 332]
victim-photo-illustration: [951, 725, 1120, 870]
row-owner: Kumud Sahu: [1163, 608, 1301, 622]
blank-fire-headline: ବ୍ଲାଙ୍କ ଫାୟାରିଂ ପରେ ହାଣିଲେ ଦୁର୍ବୃତ୍ତ: [772, 685, 1114, 711]
row-vehicle: OD01B7387: [1301, 594, 1387, 608]
table-row: [1137, 1426, 1496, 1440]
table-row: [1137, 864, 1496, 889]
table-row: [1137, 697, 1496, 722]
row-route: Sarbantapur to Mastercanteen & Mastercanteen to Kantunia: [1387, 519, 1496, 566]
principal-headline: ପୂର୍ବତନ ଉପନଗରପାଳ ତରନୀ ସାହୁଙ୍କ: [6, 1193, 180, 1247]
row-owner: Uma Mohanta: [1163, 758, 1301, 783]
row-vehicle: OR14L1279: [1301, 928, 1387, 942]
electric-photo-caption: ମୁଖ୍ୟ କାର୍ଯ୍ୟାଳୟ ଆଗରେ ବିଧାୟକଙ୍କ ଧାରଣା ।: [161, 982, 391, 996]
col-sl: SL. NO.: [1137, 405, 1163, 430]
murder-case-body: ବ୍ରହ୍ମପୁର, ୫।୯ (ବି.ଏନ.ଏ.)- ଗଞ୍ଜାମ ଜିଲ୍ଲା ପୁରୁଷୋତ୍ତମପୁର ଥାନା ଅଞ୍ଚଳର ହାଡିଆ ରେଡ୍ଡୀ ହତ୍ୟା ମାମଲାରେ ଦୋଷୀ ସାବ୍ୟସ୍ତ ଦୁଇ ଭାଇଙ୍କୁ ଆଜୀବନ କାରାଦଣ୍ଡ ଶୁଣାଇଛନ୍ତି ଅତିରିକ୍ତ ଜିଲ୍ଲା ଓ ଦାୟରା ଜଜ୍ । ପ୍ରକାଶ ଯେ, ୨୦୦୭ ମସିହାରେ ଏକ ଜମି ବିବାଦକୁ ନେଇ ଅଭିଯୁକ୍ତମାନେ ହାଡିଆ ରେଡ୍ଡୀଙ୍କୁ ଟାଙ୍ଗିଆରେ ହାଣି ହତ୍ୟା କରିଥିଲେ । ଏ ନେଇ ମୃତକଙ୍କ ପରିବାର ପକ୍ଷରୁ ଥାନାରେ ଅଭିଯୋଗ ହୋଇଥିଲା । ପୋଲିସ ମାମଲା ରୁଜୁ କରି ଅଭିଯୁକ୍ତଙ୍କୁ ଗିରଫ କରିବା ସହ ଚାର୍ଜସିଟ ଦାଖଲ କରିଥିଲା । ଦୀର୍ଘ ଶୁଣାଣି ପରେ ୧୧ ଜଣ ସାକ୍ଷୀଙ୍କ ବୟାନ ଓ ପ୍ରମାଣ ଆଧାରରେ ଅଦାଲତ ଏହି ରାୟ ଶୁଣାଇଛନ୍ତି । ଏହା ସହିତ ପ୍ରତ୍ୟେକଙ୍କୁ ଜରିମାନା ମଧ୍ୟ ଧାର୍ଯ୍ୟ କରାଯାଇଛି । ଜରିମାନା ନଦେଲେ ଅତିରିକ୍ତ ଜେଲ ଭୋଗିବାକୁ ପଡ଼ିବ ବୋଲି ଅଦାଲତ ନିର୍ଦ୍ଦେଶ ଦେଇଛନ୍ତି । ସରକାରୀ ଓକିଲ ମାମଲା ପରିଚାଳନା କରିଥିଲେ ।: [766, 341, 1114, 532]
row-sl: 11: [1137, 622, 1163, 636]
row-vehicle: OR05X-4357: [1301, 1076, 1387, 1123]
powergrid-region: (EASTERN REGION-II), ODISHA PROJECTS (DOMESTIC COMPETITIVE BIDDING) BHUBANESWAR (ODISHA) (SINGLE STAGE TWO ENVELOPE SYSTEM): [760, 1329, 1118, 1363]
row-route: Hadungda to Jhoragogua: [1387, 1123, 1496, 1148]
row-sl: 22: [1137, 889, 1163, 903]
row-sl: 44: [1137, 1340, 1163, 1354]
row-owner: Dhanurdhar Mohanta: [1163, 1440, 1301, 1465]
row-owner: Hrushikesh Panda: [1163, 903, 1301, 928]
row-owner: Asit Kumar Das: [1163, 1076, 1301, 1123]
row-vehicle: OD05A9091: [1301, 661, 1387, 697]
table-row: [1137, 661, 1496, 697]
table-row: [1137, 455, 1496, 480]
table-row: [1137, 1315, 1496, 1340]
bmc-rfp-notice: [574, 1722, 1120, 2302]
row-vehicle: OD11B6599: [1301, 636, 1387, 661]
row-route: Belidihi to Bargaon: [1387, 928, 1496, 942]
yellow-mark: [745, 2328, 757, 2336]
blank-fire-photo: [950, 724, 1120, 870]
row-owner: Pramod Kumar Swain: [1163, 661, 1301, 697]
blank-fire-caption: ଜାମାଲୁ ନାୟକ ।: [997, 872, 1073, 886]
row-vehicle: OR09G-8535: [1301, 1426, 1387, 1440]
market-committee-body: ୧. ଓଡ଼ିଶା ସରକାରଙ୍କ ନିର୍ଦ୍ଦେଶକ୍ରମେ ଖରିଫ ବର୍ଷ ୨୦୧୪-୧୫ରେ ଧାନ ବିକ୍ରୟ ନିମନ୍ତେ ଆଗ୍ରହୀ ଚାଷୀମାନଙ୍କୁ ନାମ ପଞ୍ଜୀକରଣ କରିବା ନିମନ୍ତେ ସୂଚନା ଦିଆଯାଉଅଛି । ୨. ପ୍ରତ୍ୟେକ ଚାଷୀ ନିର୍ଦ୍ଧାରିତ ରେଜିଷ୍ଟ୍ରେସନ ଫର୍ମ ପୂରଣ କରି ସମ୍ପୃକ୍ତ ସେବା ସମବାୟ ସମିତିରେ ଦାଖଲ କରିବେ । ଫର୍ମ ସହିତ ଜମି ରେକର୍ଡ, ବ୍ୟାଙ୍କ ଖାତା ନମ୍ବର, କିଷାନ କ୍ରେଡିଟ କାର୍ଡ (KCC) ଓ ଫଟୋ ପରିଚୟପତ୍ର (EPIC) ଆବଶ୍ୟକ । ୩. ରେଜିଷ୍ଟ୍ରେସନର ଶେଷ ତାରିଖ ୩୦।୦୯।୨୦୧୪ । ଯେଉଁ ଚାଷୀମାନେ ଉକ୍ତ ସମୟ ମଧ୍ୟରେ ରେଜିଷ୍ଟ୍ରେସନ କରିବେ ନାହିଁ ସେମାନେ ଧାନ ବିକ୍ରି କରିପାରିବେ ନାହିଁ । ୪. ଚାଷୀ ନିଜର ମୋବାଇଲ ନମ୍ବର ଦେଲେ ଧାନ ବିକ୍ରି ସମ୍ବନ୍ଧୀୟ ସୂଚନା SMS ମାଧ୍ୟମରେ ପାଇପାରିବେ । ୫. ଚାଷୀମାନଙ୍କୁ ଅନୁରୋଧ ଯେ ସେମାନେ ଠିକ ସମୟରେ ଫର୍ମ ଦାଖଲ କରି ସରକାରଙ୍କ ସର୍ବନିମ୍ନ ସହାୟକ ମୂଲ୍ୟର ସୁବିଧା ନିଅନ୍ତୁ । ବିଶେଷ ତଥ୍ୟ ପାଇଁ ନିୟନ୍ତ୍ରିତ ବଜାର କମିଟି କାର୍ଯ୍ୟାଳୟ କିମ୍ବା ସମ୍ପୃକ୍ତ ସମବାୟ ସମିତି ସହିତ ଯୋଗାଯୋଗ କରନ୍ତୁ ।: [198, 1321, 540, 1543]
row-vehicle: OD14C-0155: [1301, 1546, 1387, 1560]
bmc-tender-title: TENDER CALL NOTICE: [176, 1871, 376, 1891]
row-route: Bhubaneswar to Nachunibadi: [1387, 783, 1496, 808]
murder-case-story: [760, 258, 1120, 672]
row-route: Akhua to Cuttack & Cuttack to Pattamundai: [1387, 998, 1496, 1023]
row-route: Jamsola to Puri: [1387, 970, 1496, 984]
row-route: Angul to Kamakhyanagar: [1387, 1037, 1496, 1062]
magenta-mark: [269, 2328, 281, 2336]
powergrid-phone: Tel.No.0674-2548011 Fax No.0674-2548587, 2548174: [841, 1314, 1083, 1325]
table-row: [1137, 970, 1496, 984]
powergrid-header: [760, 1258, 1118, 1329]
row-vehicle: OD02B7839: [1301, 519, 1387, 566]
row-owner: Narmi Lakra: [1163, 889, 1301, 903]
protest-photo-illustration: [7, 769, 546, 978]
row-route: Munigida to Phulbani: [1387, 580, 1496, 594]
table-row: [1137, 1574, 1496, 1599]
row-sl: 50: [1137, 1479, 1163, 1493]
row-sl: 12: [1137, 661, 1163, 697]
row-owner: Jaykishan Dora: [1163, 1532, 1301, 1546]
table-row: [1137, 1340, 1496, 1354]
table-row: [1137, 519, 1496, 566]
cyan-mark: [253, 2328, 265, 2336]
row-sl: 42: [1137, 1290, 1163, 1315]
blank-fire-body-cont: ଆହତ ଯୁବକଙ୍କ ପରିବାର ଲୋକେ ଥାନାରେ ଅଭିଯୋଗ କରିଛନ୍ତି । ଅଭିଯୁକ୍ତଙ୍କ ସନ୍ଧାନରେ ପୋଲିସ ଚଢ଼ଉ ଚଳାଇଛି । ଗାଁରେ ଉତ୍ତେଜନା ଦେଖାଦେଇଛି ।: [950, 892, 1120, 971]
powergrid-invitation: INVITATION TO BID: [884, 1363, 994, 1377]
row-owner: Chintamani Behera: [1163, 1265, 1301, 1290]
header-date: ତା୦୬ା୦୯ା୨୦୧୪ରିଖ, ଶନିବାର, ବ୍ରହ୍ମପୁର: [8, 10, 270, 29]
row-route: Kanpur to Bhubaneswar: [1387, 430, 1496, 455]
table-row: [1137, 1493, 1496, 1518]
row-vehicle: OR21E2645: [1301, 430, 1387, 455]
row-sl: 2: [1137, 455, 1163, 480]
bmc-tender-no: No.651: [16, 1850, 59, 1865]
table-row: [1137, 1518, 1496, 1532]
row-sl: 19: [1137, 836, 1163, 850]
row-route: Paradeep to Cuttack: [1387, 822, 1496, 836]
row-owner: Jagabandhu Das: [1163, 1426, 1301, 1440]
table-row: [1137, 480, 1496, 494]
row-owner: Nayak Bharat Chandra: [1163, 519, 1301, 566]
table-row: [1137, 956, 1496, 970]
table-row: [1137, 822, 1496, 836]
